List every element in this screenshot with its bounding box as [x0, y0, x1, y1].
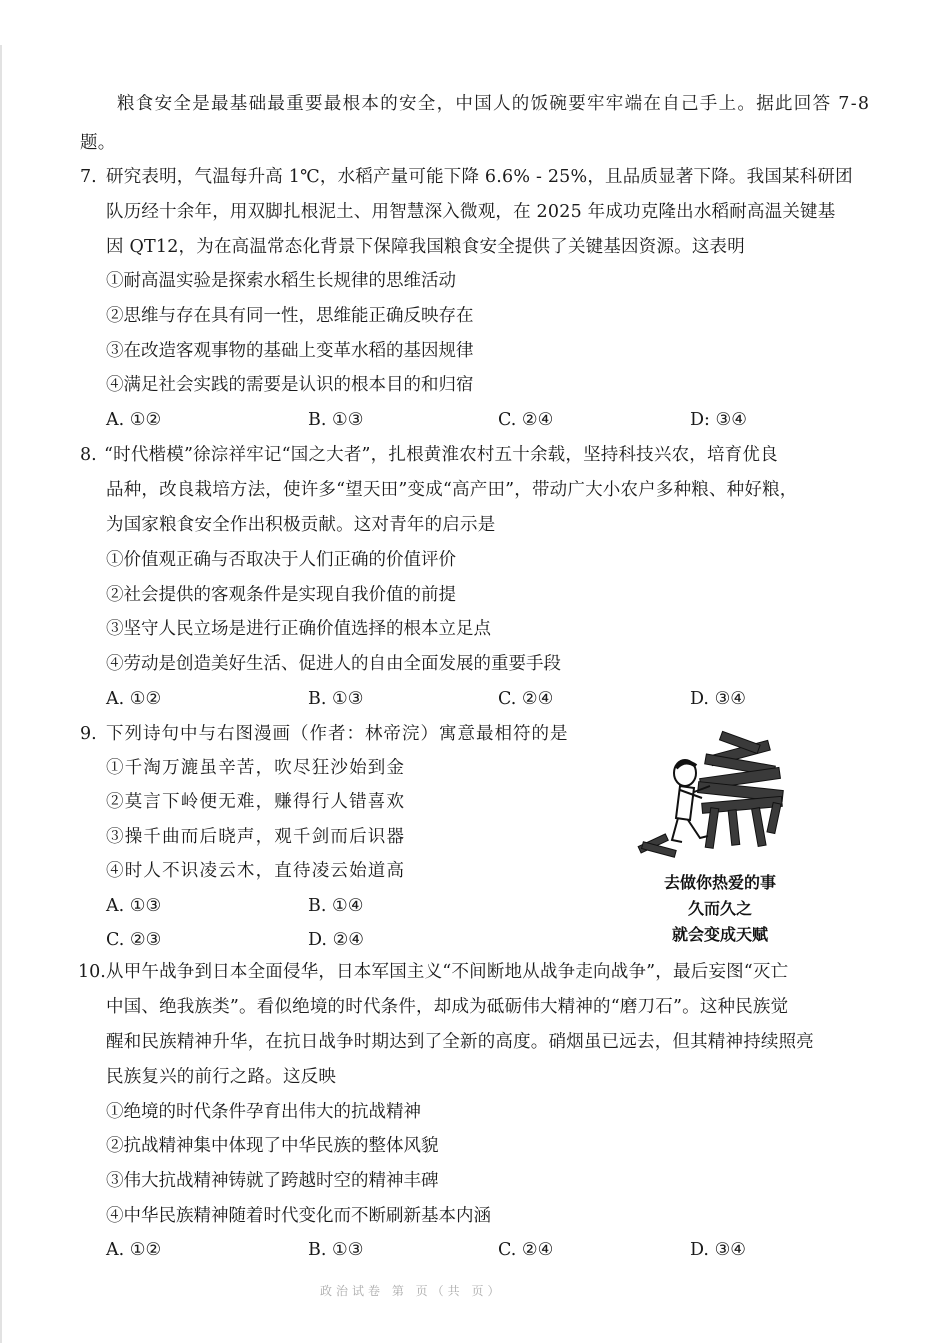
statement-option: ①价值观正确与否取决于人们正确的价值评价 [106, 550, 456, 570]
cartoon-illustration [630, 728, 810, 953]
cartoon-drawing-icon [630, 728, 810, 868]
statement-option: ①绝境的时代条件孕育出伟大的抗战精神 [106, 1102, 421, 1122]
statement-option: ①耐高温实验是探索水稻生长规律的思维活动 [106, 271, 456, 291]
question-stem-line: 为国家粮食安全作出积极贡献。这对青年的启示是 [106, 515, 496, 535]
statement-option: ④满足社会实践的需要是认识的根本目的和归宿 [106, 375, 474, 395]
choice-label: C. [106, 930, 125, 950]
choice-value: ①② [129, 410, 162, 430]
statement-option: ②莫言下岭便无难，赚得行人错喜欢 [106, 792, 406, 812]
answer-choice-c[interactable] [498, 1238, 553, 1262]
choice-value: ②③ [129, 930, 162, 950]
answer-choice-a[interactable] [106, 1238, 161, 1262]
choice-value: ③④ [714, 689, 746, 709]
choice-value: ①② [129, 689, 162, 709]
choice-label: B. [308, 1240, 327, 1260]
answer-choice-a[interactable] [106, 894, 161, 918]
answer-choice-a[interactable] [106, 408, 161, 432]
statement-option: ④中华民族精神随着时代变化而不断刷新基本内涵 [106, 1206, 491, 1226]
statement-option: ①千淘万漉虽辛苦，吹尽狂沙始到金 [106, 758, 406, 778]
choice-value: ①③ [332, 689, 364, 709]
choice-label: B. [308, 896, 327, 916]
question-stem-line: 品种，改良栽培方法，使许多“望天田”变成“高产田”，带动广大小农户多种粮、种好粮， [106, 480, 798, 500]
question-stem-line: 醒和民族精神升华，在抗日战争时期达到了全新的高度。硝烟虽已远去，但其精神持续照亮 [106, 1032, 814, 1052]
question-number: 8. [80, 445, 97, 465]
answer-choice-d[interactable] [690, 408, 747, 432]
answer-choice-b[interactable] [308, 894, 363, 918]
choice-value: ①④ [332, 896, 364, 916]
statement-option: ④时人不识凌云木，直待凌云始道高 [106, 861, 406, 881]
question-number: 7. [80, 167, 97, 187]
statement-option: ③伟大抗战精神铸就了跨越时空的精神丰碑 [106, 1171, 439, 1191]
intro-text-line1: 粮食安全是最基础最重要最根本的安全，中国人的饭碗要牢牢端在自己手上。据此回答 7-8 [117, 94, 871, 114]
question-stem-line: 下列诗句中与右图漫画（作者：林帝浣）寓意最相符的是 [106, 724, 569, 744]
answer-choice-d[interactable] [690, 687, 746, 711]
intro-text-line2: 题。 [80, 133, 116, 153]
page-footer: 政治试卷 第 页（共 页） [320, 1284, 504, 1298]
choice-label: A. [106, 689, 125, 709]
choice-label: D. [690, 1240, 709, 1260]
question-number: 10. [78, 962, 106, 982]
question-stem-line: 研究表明，气温每升高 1℃，水稻产量可能下降 6.6% - 25%，且品质显著下降。我国某科研团 [106, 167, 853, 187]
statement-option: ④劳动是创造美好生活、促进人的自由全面发展的重要手段 [106, 654, 561, 674]
answer-choice-b[interactable] [308, 408, 363, 432]
statement-option: ②思维与存在具有同一性，思维能正确反映存在 [106, 306, 474, 326]
choice-label: A. [106, 1240, 125, 1260]
statement-option: ②抗战精神集中体现了中华民族的整体风貌 [106, 1136, 439, 1156]
statement-option: ②社会提供的客观条件是实现自我价值的前提 [106, 585, 456, 605]
answer-choice-c[interactable] [498, 687, 553, 711]
answer-choice-d[interactable] [308, 928, 364, 952]
question-stem-line: 中国、绝我族类”。看似绝境的时代条件，却成为砥砺伟大精神的“磨刀石”。这种民族觉 [106, 997, 789, 1017]
answer-choice-c[interactable] [498, 408, 553, 432]
answer-choice-b[interactable] [308, 1238, 363, 1262]
choice-label: B. [308, 410, 327, 430]
choice-value: ②④ [332, 930, 364, 950]
choice-value: ①③ [129, 896, 162, 916]
choice-label: D. [690, 689, 709, 709]
cartoon-caption-line: 就会变成天赋 [671, 925, 768, 944]
question-stem-line: 队历经十余年，用双脚扎根泥土、用智慧深入微观，在 2025 年成功克隆出水稻耐高温关键基 [106, 202, 836, 222]
question-stem-line: 民族复兴的前行之路。这反映 [106, 1067, 337, 1087]
choice-label: D. [308, 930, 327, 950]
choice-value: ①② [129, 1240, 162, 1260]
answer-choice-a[interactable] [106, 687, 161, 711]
choice-label: A. [106, 410, 125, 430]
answer-choice-d[interactable] [690, 1238, 746, 1262]
choice-value: ②④ [521, 689, 554, 709]
choice-label: B. [308, 689, 327, 709]
question-stem-line: 从甲午战争到日本全面侵华，日本军国主义“不间断地从战争走向战争”，最后妄图“灭亡 [106, 962, 789, 982]
choice-value: ①③ [332, 1240, 364, 1260]
question-stem-line: 因 QT12，为在高温常态化背景下保障我国粮食安全提供了关键基因资源。这表明 [106, 237, 745, 257]
question-stem-line: “时代楷模”徐淙祥牢记“国之大者”，扎根黄淮农村五十余载，坚持科技兴农，培育优良 [104, 445, 778, 465]
choice-label: C. [498, 689, 517, 709]
choice-value: ③④ [715, 410, 747, 430]
statement-option: ③在改造客观事物的基础上变革水稻的基因规律 [106, 341, 474, 361]
choice-value: ③④ [714, 1240, 746, 1260]
choice-value: ①③ [332, 410, 364, 430]
question-number: 9. [80, 724, 97, 744]
cartoon-caption-line: 久而久之 [687, 899, 752, 918]
choice-label: D: [690, 410, 710, 430]
cartoon-caption-line: 去做你热爱的事 [663, 873, 776, 892]
choice-label: A. [106, 896, 125, 916]
statement-option: ③坚守人民立场是进行正确价值选择的根本立足点 [106, 619, 491, 639]
answer-choice-c[interactable] [106, 928, 161, 952]
answer-choice-b[interactable] [308, 687, 363, 711]
statement-option: ③操千曲而后晓声，观千剑而后识器 [106, 827, 406, 847]
choice-value: ②④ [521, 410, 554, 430]
choice-value: ②④ [521, 1240, 554, 1260]
choice-label: C. [498, 410, 517, 430]
page-left-edge [0, 45, 2, 1343]
choice-label: C. [498, 1240, 517, 1260]
